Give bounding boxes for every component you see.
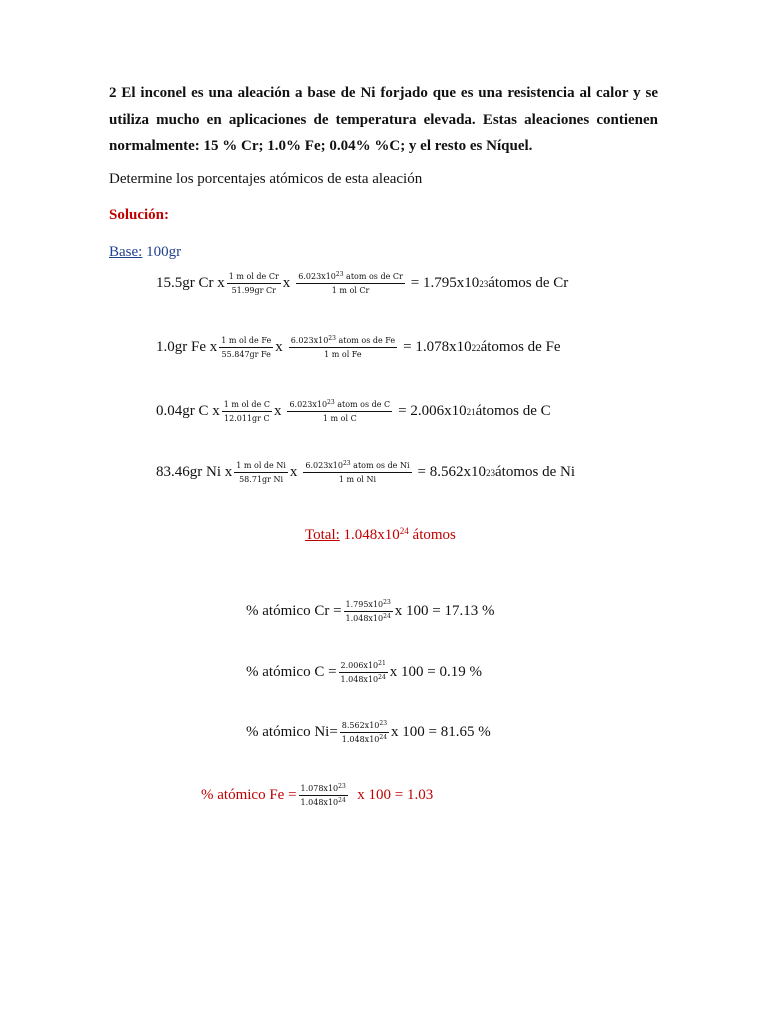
denominator-exponent: 24 — [383, 613, 391, 620]
percentage-label: % atómico Ni= — [246, 724, 338, 740]
result-mantissa: = 2.006x10 — [398, 403, 467, 419]
fraction-numerator: 1 m ol de Fe — [219, 335, 273, 348]
conversion-lhs: 1.0gr Fe x — [156, 339, 218, 355]
avogadro-fraction — [296, 271, 405, 296]
fraction-numerator — [296, 271, 405, 284]
solution-label: Solución: — [109, 207, 170, 223]
total-line — [305, 527, 456, 544]
avogadro-fraction — [287, 399, 392, 424]
conversion-lhs: 83.46gr Ni x — [156, 464, 233, 480]
molar-fraction — [227, 271, 281, 296]
conversion-row: 15.5gr Cr x $\frac{\text{1 m ol de Cr}}{\text{51.99gr Cr}}$ x $\frac{6.023x10^{23} atom os de Cr}{\text{1 m ol Cr}}$ = 1.795x10 23 átomos de Cr — [156, 271, 569, 295]
result-unit: átomos de Fe — [480, 339, 561, 355]
conversion-row: 83.46gr Ni x $\frac{\text{1 m ol de Ni}}{\text{58.71gr Ni}}$ x $\frac{6.023x10^{23} atom os de Ni}{\text{1 m ol Ni}}$ = 8.562x10 23 átomos de Ni — [156, 460, 575, 484]
avogadro-mantissa: 6.023x10 — [305, 461, 343, 470]
percentage-row — [246, 599, 494, 624]
denominator-exponent: 24 — [338, 797, 346, 804]
conversion-row: 1.0gr Fe x $\frac{\text{1 m ol de Fe}}{\text{55.847gr Fe}}$ x $\frac{6.023x10^{23} atom os de Fe}{\text{1 m ol Fe}}$ = 1.078x10 22 átomos de Fe — [156, 335, 561, 359]
fraction-denominator — [340, 733, 389, 745]
fraction-numerator — [339, 660, 388, 673]
numerator-mantissa: 2.006x10 — [340, 661, 379, 670]
percentage-result: x 100 = 1.03 — [349, 787, 434, 803]
denominator-mantissa: 1.048x10 — [300, 798, 339, 807]
fraction-numerator — [344, 599, 393, 612]
avogadro-fraction — [303, 460, 411, 485]
percentage-row — [201, 783, 433, 808]
numerator-exponent: 23 — [338, 783, 346, 790]
avogadro-mantissa: 6.023x10 — [298, 272, 336, 281]
fraction-denominator: 55.847gr Fe — [221, 350, 271, 359]
numerator-mantissa: 1.795x10 — [345, 600, 384, 609]
multiply-sign: x — [273, 403, 282, 419]
denominator-exponent: 24 — [379, 734, 388, 741]
denominator-exponent: 24 — [378, 674, 386, 681]
percentage-fraction — [340, 720, 389, 745]
total-label: Total: — [305, 527, 340, 543]
percentage-label: % atómico Cr = — [246, 603, 342, 619]
total-tail: átomos — [408, 527, 456, 543]
fraction-denominator: 1 m ol C — [322, 414, 357, 423]
numerator-exponent: 23 — [379, 720, 388, 727]
fraction-numerator — [303, 460, 411, 473]
avogadro-unit: atom os de Ni — [350, 461, 410, 470]
percentage-result: x 100 = 81.65 % — [391, 724, 491, 740]
multiply-sign: x — [289, 464, 298, 480]
result-unit: átomos de Ni — [495, 464, 575, 480]
avogadro-fraction — [289, 335, 397, 360]
task-text: Determine los porcentajes atómicos de esta aleación — [109, 171, 423, 187]
avogadro-unit: atom os de Cr — [343, 272, 403, 281]
numerator-mantissa: 1.078x10 — [300, 784, 339, 793]
result-mantissa: = 8.562x10 — [417, 464, 486, 480]
fraction-denominator: 1 m ol Cr — [331, 286, 370, 295]
base-label: Base: — [109, 244, 143, 260]
fraction-denominator: 58.71gr Ni — [239, 475, 284, 484]
result-unit: átomos de C — [475, 403, 551, 419]
percentage-row — [246, 720, 491, 745]
multiply-sign: x — [275, 339, 283, 355]
percentage-row — [246, 660, 482, 685]
total-exponent: 24 — [399, 526, 409, 536]
avogadro-exponent: 23 — [327, 399, 335, 406]
percentage-label: % atómico C = — [246, 664, 337, 680]
fraction-numerator — [287, 399, 392, 412]
avogadro-mantissa: 6.023x10 — [290, 336, 329, 345]
avogadro-exponent: 23 — [335, 271, 344, 278]
base-value: 100gr — [142, 244, 182, 260]
fraction-denominator: 1 m ol Fe — [324, 350, 362, 359]
percentage-fraction — [344, 599, 393, 624]
denominator-mantissa: 1.048x10 — [345, 614, 384, 623]
avogadro-unit: atom os de C — [334, 400, 391, 409]
result-unit: átomos de Cr — [488, 275, 569, 291]
avogadro-exponent: 23 — [342, 460, 351, 467]
fraction-numerator — [299, 783, 348, 796]
numerator-exponent: 21 — [378, 660, 386, 667]
total-value: 1.048x10 — [339, 527, 400, 543]
molar-fraction — [219, 335, 273, 360]
denominator-mantissa: 1.048x10 — [341, 735, 380, 744]
base-line — [109, 244, 181, 261]
denominator-mantissa: 1.048x10 — [340, 675, 379, 684]
fraction-numerator: 1 m ol de Cr — [227, 271, 281, 284]
fraction-numerator: 1 m ol de Ni — [234, 460, 288, 473]
result-mantissa: = 1.795x10 — [410, 275, 480, 291]
numerator-mantissa: 8.562x10 — [341, 721, 380, 730]
conversion-lhs: 15.5gr Cr x — [156, 275, 225, 291]
fraction-denominator — [299, 796, 348, 808]
avogadro-mantissa: 6.023x10 — [289, 400, 328, 409]
fraction-numerator — [289, 335, 397, 348]
fraction-denominator: 1 m ol Ni — [338, 475, 377, 484]
numerator-exponent: 23 — [383, 599, 391, 606]
multiply-sign: x — [282, 275, 291, 291]
percentage-result: x 100 = 17.13 % — [394, 603, 495, 619]
percentage-fraction — [299, 783, 348, 808]
molar-fraction — [234, 460, 288, 485]
fraction-denominator — [339, 673, 388, 685]
fraction-numerator — [340, 720, 389, 733]
fraction-denominator — [344, 612, 393, 624]
fraction-numerator: 1 m ol de C — [222, 399, 272, 412]
problem-statement: 2 El inconel es una aleación a base de Ni forjado que es una resistencia al calor y se utiliza mucho en aplicaciones de temperatura elevada. Estas aleaciones contienen normalmente: 15 % Cr; 1.0% Fe; 0.04% %C; y el resto es Níquel. — [109, 85, 658, 154]
molar-fraction — [222, 399, 272, 424]
percentage-fraction — [339, 660, 388, 685]
conversion-lhs: 0.04gr C x — [156, 403, 220, 419]
fraction-denominator: 12.011gr C — [224, 414, 270, 423]
percentage-result: x 100 = 0.19 % — [389, 664, 482, 680]
avogadro-unit: atom os de Fe — [335, 336, 396, 345]
conversion-row: 0.04gr C x $\frac{\text{1 m ol de C}}{\text{12.011gr C}}$ x $\frac{6.023x10^{23} atom os de C}{\text{1 m ol C}}$ = 2.006x10 21 átomos de C — [156, 399, 551, 423]
result-mantissa: = 1.078x10 — [403, 339, 472, 355]
fraction-denominator: 51.99gr Cr — [231, 286, 276, 295]
percentage-label: % atómico Fe = — [201, 787, 297, 803]
avogadro-exponent: 23 — [328, 335, 336, 342]
